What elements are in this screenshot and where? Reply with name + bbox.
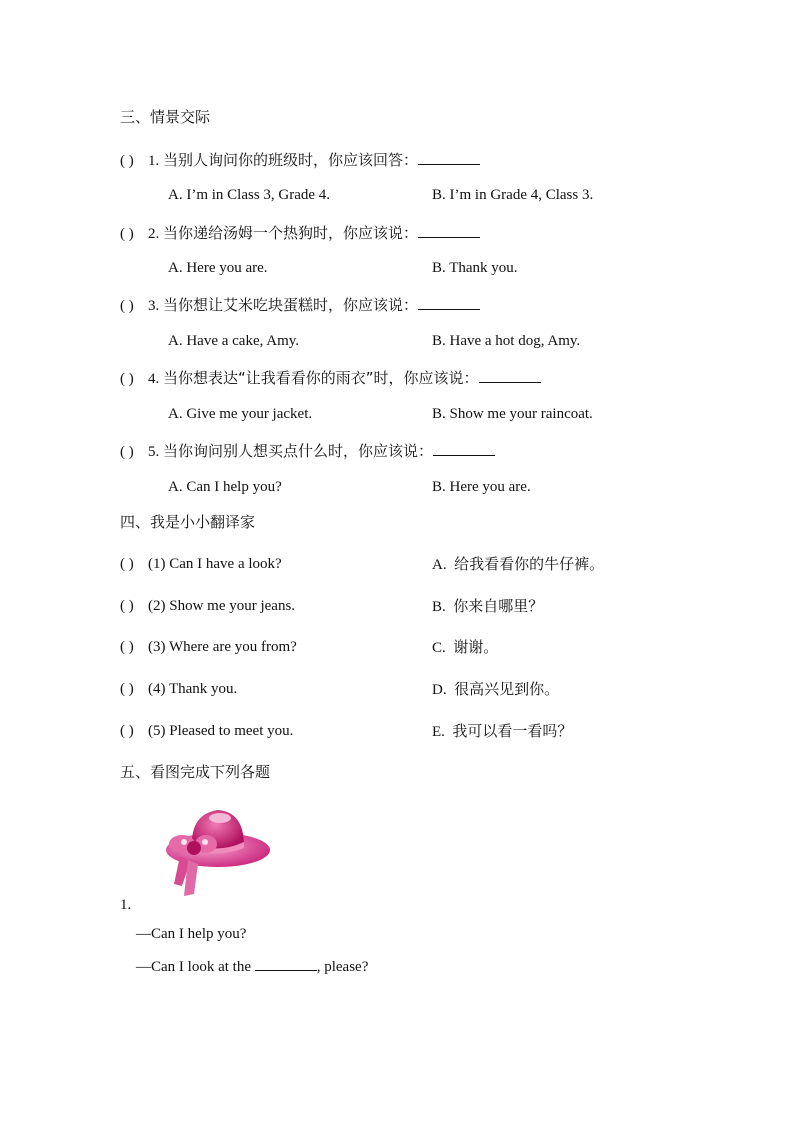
answer-blank [433,441,495,456]
dialogue-text: —Can I look at the [136,959,255,975]
option-b: B. Here you are. [432,479,531,495]
pink-hat-image [160,806,272,898]
translation-d [432,680,559,699]
answer-paren[interactable]: ( ) [120,371,134,387]
question-prompt: 当你询问别人想买点什么时，你应该说： [163,442,434,460]
english-sentence: (5) Pleased to meet you. [148,723,294,739]
chinese-sentence: 谢谢。 [453,638,499,656]
chinese-sentence: 很高兴见到你。 [454,680,560,698]
option-b: B. Have a hot dog, Amy. [432,333,581,349]
answer-paren[interactable]: ( ) [120,556,134,572]
answer-paren[interactable]: ( ) [120,153,134,169]
option-b: B. Thank you. [432,260,518,276]
letter: A. [432,557,447,573]
english-sentence: (1) Can I have a look? [148,556,282,572]
option-a: A. Have a cake, Amy. [168,333,300,349]
question-number: 4. [148,371,160,387]
question-prompt: 当你想表达“让我看看你的雨衣”时，你应该说： [163,369,479,387]
dialogue-text: , please? [316,959,369,975]
answer-blank [418,295,480,310]
question-3 [120,295,480,315]
answer-blank [418,150,480,165]
dialogue-line-1: —Can I help you? [136,926,247,942]
english-sentence: (2) Show me your jeans. [148,598,296,614]
answer-paren[interactable]: ( ) [120,639,134,655]
translate-item-4 [120,680,237,698]
section-3-title: 三、情景交际 [120,108,211,126]
option-b: B. I’m in Grade 4, Class 3. [432,187,594,203]
english-sentence: (4) Thank you. [148,681,238,697]
translate-item-1 [120,555,282,573]
answer-paren[interactable]: ( ) [120,226,134,242]
answer-blank[interactable] [255,956,317,971]
option-a: A. Can I help you? [168,479,282,495]
answer-paren[interactable]: ( ) [120,298,134,314]
question-1 [120,150,480,170]
dialogue-line-2 [136,956,368,976]
question-number: 3. [148,298,160,314]
chinese-sentence: 你来自哪里？ [453,597,544,615]
translation-b [432,597,543,616]
letter: D. [432,682,447,698]
section-4-title: 四、我是小小翻译家 [120,513,256,531]
answer-paren[interactable]: ( ) [120,598,134,614]
option-a: A. I’m in Class 3, Grade 4. [168,187,331,203]
english-sentence: (3) Where are you from? [148,639,297,655]
question-5 [120,441,495,461]
letter: B. [432,599,446,615]
answer-blank [479,368,541,383]
answer-paren[interactable]: ( ) [120,723,134,739]
letter: E. [432,724,445,740]
letter: C. [432,640,446,656]
translate-item-2 [120,597,295,615]
translate-item-3 [120,638,297,656]
translation-e [432,722,572,741]
section-5-title: 五、看图完成下列各题 [120,763,271,781]
question-number: 2. [148,226,160,242]
answer-blank [418,223,480,238]
option-a: A. Give me your jacket. [168,406,313,422]
question-2 [120,223,480,243]
translation-c [432,638,498,657]
question-prompt: 当你想让艾米吃块蛋糕时，你应该说： [163,296,419,314]
answer-paren[interactable]: ( ) [120,444,134,460]
question-4 [120,368,541,388]
answer-paren[interactable]: ( ) [120,681,134,697]
question-prompt: 当你递给汤姆一个热狗时，你应该说： [163,224,419,242]
question-number: 5. [148,444,160,460]
option-b: B. Show me your raincoat. [432,406,593,422]
translation-a [432,555,604,574]
chinese-sentence: 我可以看一看吗？ [452,722,573,740]
question-prompt: 当别人询问你的班级时，你应该回答： [163,151,419,169]
chinese-sentence: 给我看看你的牛仔裤。 [454,555,605,573]
picture-item-number: 1. [120,897,132,913]
option-a: A. Here you are. [168,260,268,276]
translate-item-5 [120,722,293,740]
question-number: 1. [148,153,160,169]
